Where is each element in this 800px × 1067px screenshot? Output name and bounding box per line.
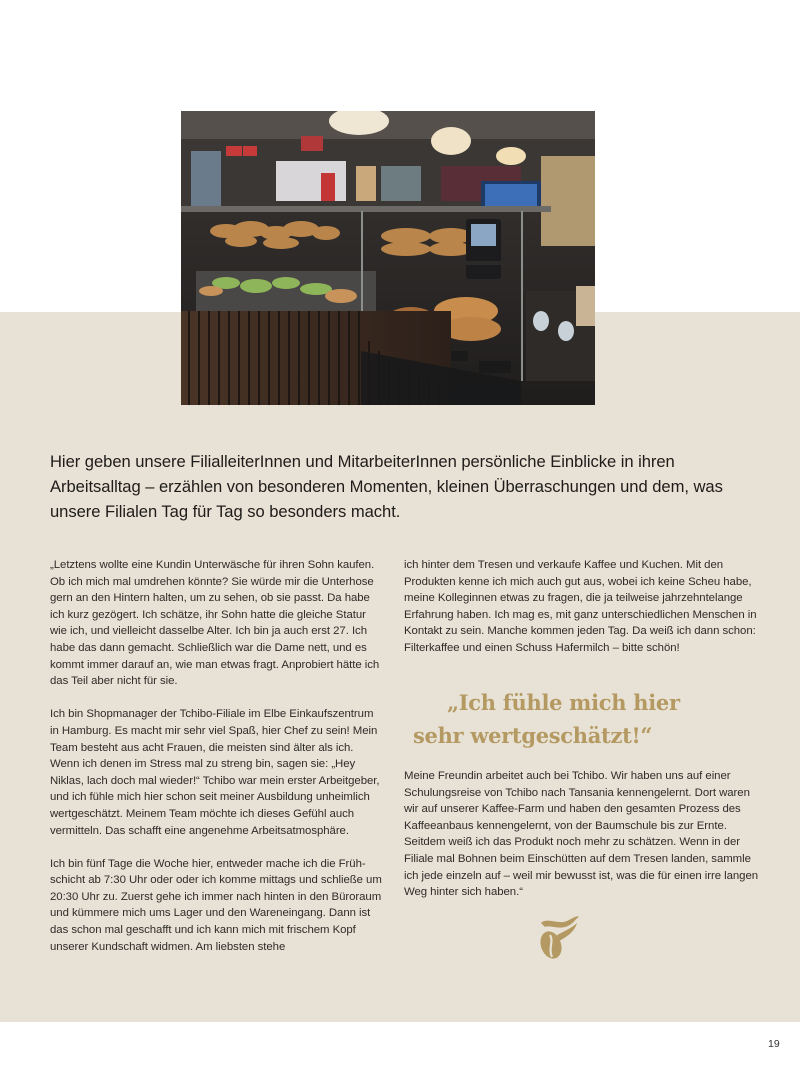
- article-paragraph: Ich bin Shopmanager der Tchibo-Filiale im Elbe Einkaufszentrum in Hamburg. Es macht mir sehr viel Spaß, hier Chef zu sein! Mein Team besteht aus acht Frauen, die meisten sind älter als ich. Wenn ich denen im Stress mal zu streng bin, sagen sie: „Hey Niklas, lach doch mal wieder!“ Tchibo war mein erster Arbeitgeber, und ich fühle mich hier schon seit meiner Ausbildung unheimlich wertgeschätzt. Meinem Team möchte ich dieses Gefühl auch vermitteln. Das schafft eine angenehme Arbeitsatmosphäre.: [50, 708, 380, 837]
- article-column-right-top: [404, 557, 764, 673]
- page-number: 19: [768, 1038, 780, 1050]
- article-column-left: [50, 557, 385, 972]
- article-paragraph: „Letztens wollte eine Kundin Unterwäsche für ihren Sohn kaufen. Ob ich mich mal umdrehen könnte? Sie würde mir die Unterhose gern an den Hintern halten, um zu sehen, ob sie passt. Da habe ich kurz gezögert. Ich schätze, ihr Sohn hatte die gleiche Statur wie ich, und vielleicht dasselbe Alter. Ich bin ja auch erst 27. Ich habe das dann gemacht. Schließlich war die Dame nett, und es kommt immer darauf an, wie man etwas fragt. Anprobiert hätte ich das Teil aber nicht für sie.: [50, 559, 380, 688]
- pull-quote-line-1: „Ich fühle mich hier: [447, 690, 680, 715]
- tchibo-bean-logo-icon: [533, 913, 583, 963]
- pull-quote: [413, 686, 753, 752]
- article-column-right-bottom: [404, 768, 764, 917]
- intro-paragraph: Hier geben unsere FilialleiterInnen und MitarbeiterInnen persönliche Einblicke in ihren Arbeitsalltag – erzählen von besonderen Momenten, kleinen Überraschungen und dem, was unsere Filialen Tag für Tag so besonders macht.: [50, 452, 723, 521]
- article-paragraph: Meine Freundin arbeitet auch bei Tchibo. Wir haben uns auf einer Schulungsreise von Tchibo nach Tansania kennengelernt. Dort waren wir auf unserer Kaffee-Farm und haben den gesamten Prozess des Kaffeeanbaus kennengelernt, von der Baumschule bis zur Ernte. Seitdem weiß ich das Produkt noch mehr zu schätzen. Wenn in der Filiale mal Bohnen beim Einschütten auf dem Tresen landen, sammle ich jede einzeln auf – weil mir bewusst ist, was die für einen irre langen Weg hinter sich haben.“: [404, 770, 759, 899]
- article-paragraph: Ich bin fünf Tage die Woche hier, entweder mache ich die Frühschicht ab 7:30 Uhr oder oder ich komme mittags und schließe um 20:30 Uhr zu. Zuerst gehe ich immer nach hinten in den Büroraum und kümmere mich ums Lager und den Wareneingang. Dann ist das schon mal geschafft und ich kann mich mit frischem Kopf unserer Kundschaft widmen. Am liebsten stehe: [50, 857, 382, 953]
- store-photo-illustration: [181, 111, 595, 405]
- article-paragraph: ich hinter dem Tresen und verkaufe Kaffee und Kuchen. Mit den Produkten kenne ich mich auch gut aus, wobei ich keine Scheu habe, meine Kolleginnen etwas zu fragen, die ja teilweise jahrzehntelange Erfahrung haben. Ich mag es, mit ganz unterschiedlichen Menschen in Kontakt zu sein. Manche kommen jeden Tag. Da weiß ich dann schon: Filterkaffee und einen Schuss Hafermilch – bitte schön!: [404, 559, 757, 654]
- pull-quote-line-2: sehr wertgeschätzt!“: [413, 723, 653, 748]
- store-counter-photo: [181, 111, 595, 405]
